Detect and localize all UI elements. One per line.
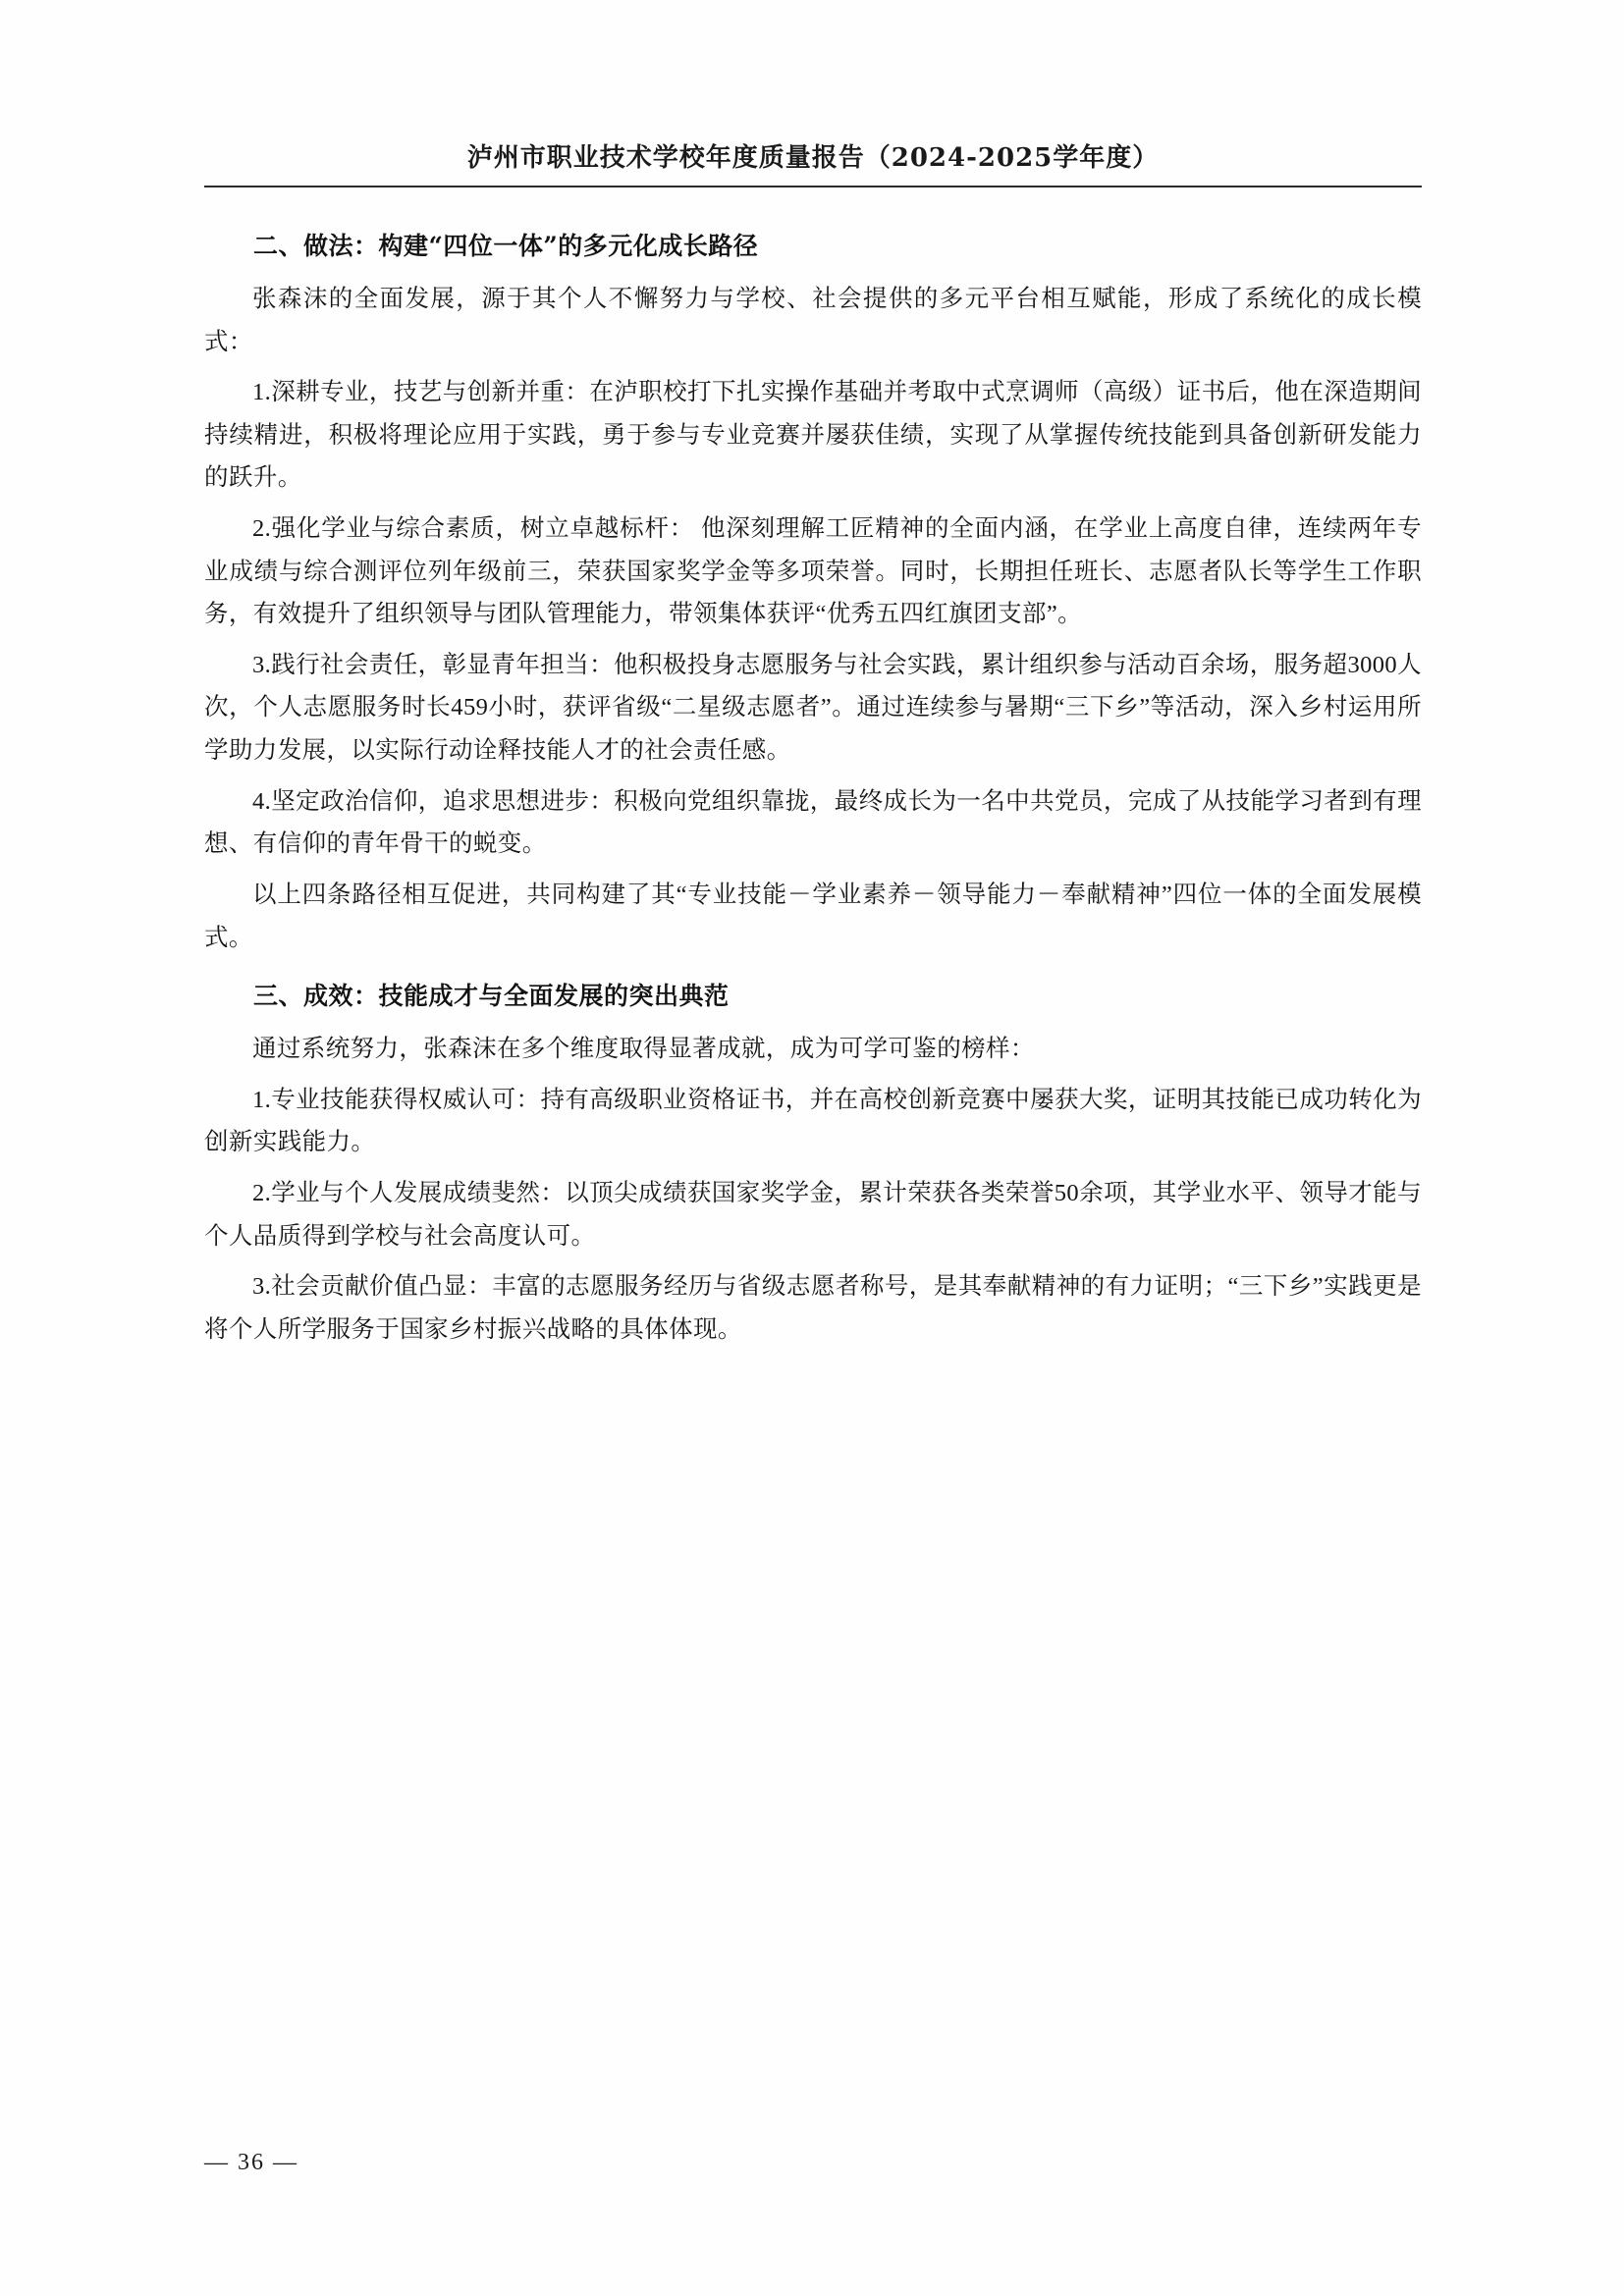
paragraph: 3.社会贡献价值凸显：丰富的志愿服务经历与省级志愿者称号，是其奉献精神的有力证明；“三下乡”实践更是将个人所学服务于国家乡村振兴战略的具体体现。 — [204, 1273, 1422, 1343]
paragraph: 通过系统努力，张森沫在多个维度取得显著成就，成为可学可鉴的榜样： — [252, 1036, 1035, 1063]
section-heading-3: 三、成效：技能成才与全面发展的突出典范 — [253, 982, 730, 1011]
paragraph: 以上四条路径相互促进，共同构建了其“专业技能－学业素养－领导能力－奉献精神”四位一体的全面发展模式。 — [204, 881, 1422, 951]
paragraph: 1.专业技能获得权威认可：持有高级职业资格证书，并在高校创新竞赛中屡获大奖，证明其技能已成功转化为创新实践能力。 — [204, 1086, 1422, 1156]
page-header — [204, 137, 1422, 199]
paragraph: 2.强化学业与综合素质，树立卓越标杆： 他深刻理解工匠精神的全面内涵，在学业上高度自律，连续两年专业成绩与综合测评位列年级前三，荣获国家奖学金等多项荣誉。同时，长期担任班长、志愿者队长等学生工作职务，有效提升了组织领导与团队管理能力，带领集体获评“优秀五四红旗团支部”。 — [204, 515, 1422, 628]
paragraph: 张森沫的全面发展，源于其个人不懈努力与学校、社会提供的多元平台相互赋能，形成了系统化的成长模式： — [204, 286, 1422, 355]
paragraph: 3.践行社会责任，彰显青年担当：他积极投身志愿服务与社会实践，累计组织参与活动百余场，服务超3000人次，个人志愿服务时长459小时，获评省级“二星级志愿者”。通过连续参与暑期“三下乡”等活动，深入乡村运用所学助力发展，以实际行动诠释技能人才的社会责任感。 — [204, 651, 1422, 765]
page-number: — 36 — — [204, 2150, 298, 2175]
section-heading-2: 二、做法：构建“四位一体”的多元化成长路径 — [253, 232, 759, 260]
header-title: 泸州市职业技术学校年度质量报告（2024-2025学年度） — [466, 143, 1160, 173]
page-body — [204, 227, 1422, 1351]
page-content — [204, 137, 1422, 1359]
paragraph: 4.坚定政治信仰，追求思想进步：积极向党组织靠拢，最终成长为一名中共党员，完成了从技能学习者到有理想、有信仰的青年骨干的蜕变。 — [204, 787, 1422, 858]
section-spacer — [204, 967, 1422, 977]
header-divider — [204, 186, 1422, 187]
paragraph: 1.深耕专业，技艺与创新并重：在泸职校打下扎实操作基础并考取中式烹调师（高级）证书后，他在深造期间持续精进，积极将理论应用于实践，勇于参与专业竞赛并屡获佳绩，实现了从掌握传统技能到具备创新研发能力的跃升。 — [204, 379, 1422, 492]
paragraph: 2.学业与个人发展成绩斐然：以顶尖成绩获国家奖学金，累计荣获各类荣誉50余项，其学业水平、领导才能与个人品质得到学校与社会高度认可。 — [204, 1179, 1422, 1250]
